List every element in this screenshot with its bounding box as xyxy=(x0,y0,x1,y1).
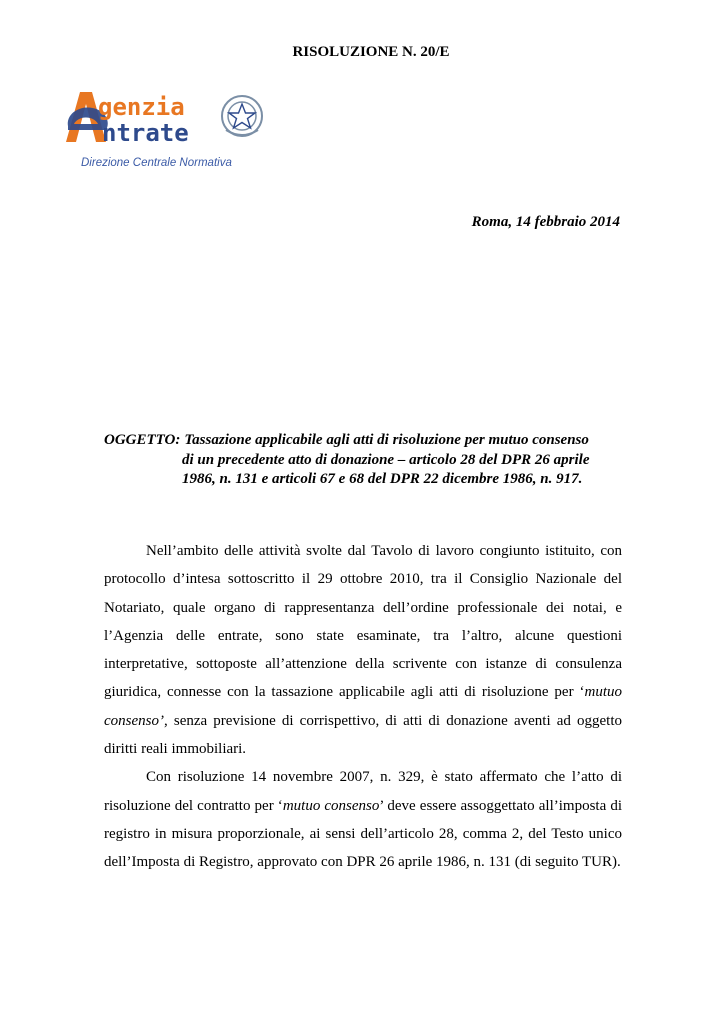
subject-line-3: 1986, n. 131 e articoli 67 e 68 del DPR 22 dicembre 1986, n. 917. xyxy=(182,471,583,487)
paragraph-2 xyxy=(104,763,622,876)
logo-word-ntrate: ntrate xyxy=(102,119,189,147)
document-title: RISOLUZIONE N. 20/E xyxy=(292,44,450,60)
subject-line-1: Tassazione applicabile agli atti di risoluzione per mutuo consenso xyxy=(184,432,589,448)
subject-label: OGGETTO: xyxy=(104,432,181,448)
paragraph-1 xyxy=(104,537,622,763)
document-body xyxy=(104,537,622,877)
paragraph-2-part-b: ’ deve essere assoggettato all’imposta di registro in misura proporzionale, ai sensi dell’articolo 28, comma 2, del Testo unico dell’Imposta di Registro, approvato con DPR 26 aprile 1986, n. 131 (di seguito TUR). xyxy=(104,797,623,871)
paragraph-2-emphasis: mutuo consenso xyxy=(282,797,380,814)
date-line: Roma, 14 febbraio 2014 xyxy=(471,214,620,230)
subject-line-2: di un precedente atto di donazione – articolo 28 del DPR 26 aprile xyxy=(182,451,590,468)
logo-word-genzia: genzia xyxy=(98,93,185,121)
paragraph-1-part-b: , senza previsione di corrispettivo, di atti di donazione aventi ad oggetto diritti reali immobiliari. xyxy=(104,712,622,758)
republic-emblem-icon xyxy=(222,96,262,136)
department-name: Direzione Centrale Normativa xyxy=(81,157,232,169)
paragraph-2-part-a: Con risoluzione 14 novembre 2007, n. 329, è stato affermato che l’atto di risoluzione del contratto per ‘ xyxy=(104,769,622,814)
subject-block xyxy=(104,431,624,490)
paragraph-1-part-a: Nell’ambito delle attività svolte dal Tavolo di lavoro congiunto istituito, con protocollo d’intesa sottoscritto il 29 ottobre 2010, tra il Consiglio Nazionale del Notariato, quale organo di rappresentanza dell’ordine professionale dei notai, e l’Agenzia delle entrate, sono state esaminate, tra l’altro, alcune questioni interpretative, sottoposte all’attenzione della scrivente con istanze di consulenza giuridica, connesse con la tassazione applicabile agli atti di risoluzione per ‘ xyxy=(104,543,622,701)
paragraph-1-emphasis: mutuo consenso’ xyxy=(104,684,622,729)
logo-graphic xyxy=(62,86,282,156)
